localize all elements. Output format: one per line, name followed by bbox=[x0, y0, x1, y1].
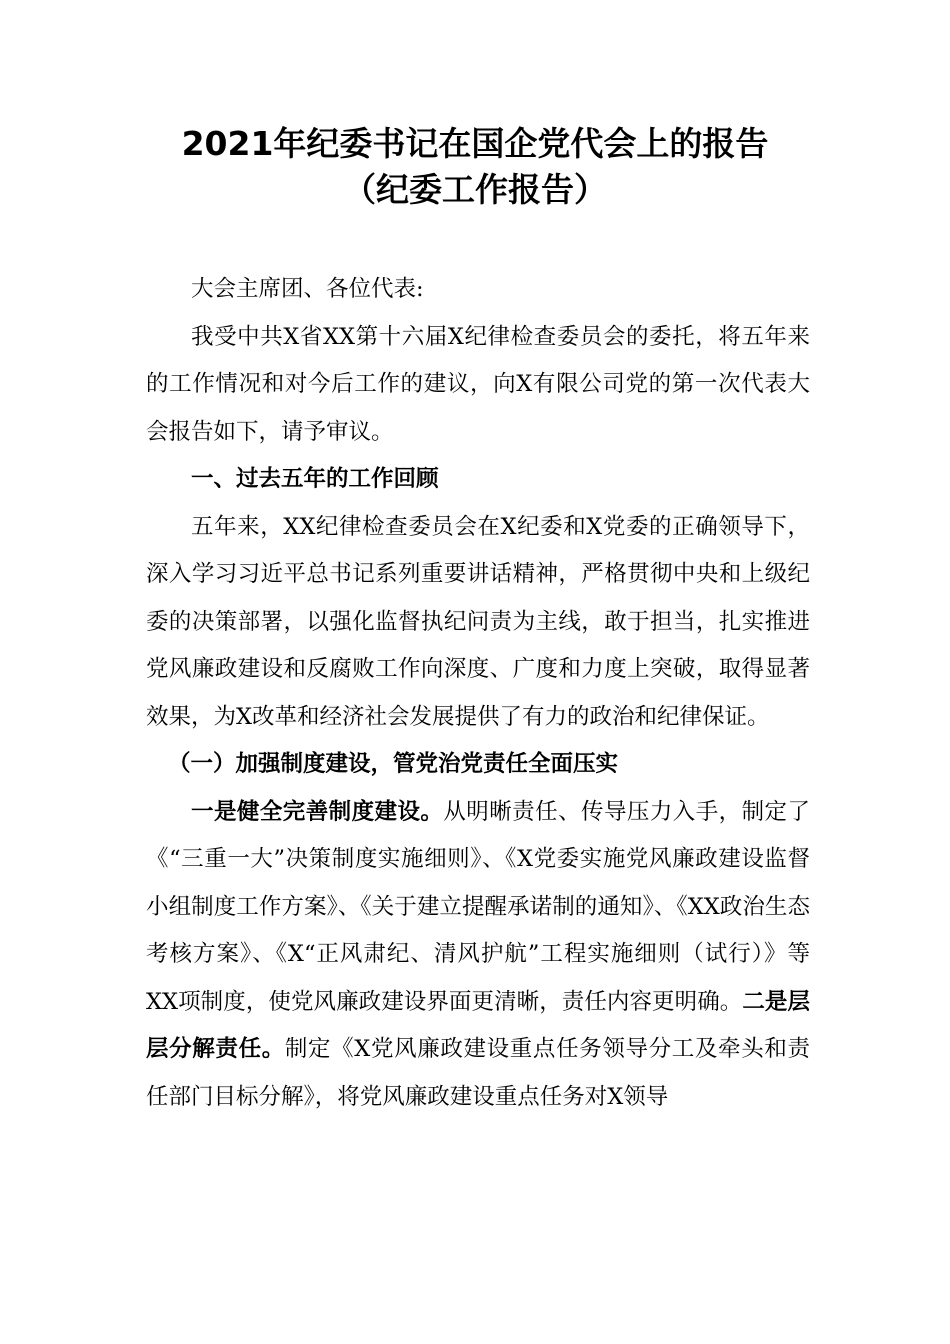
points-paragraph bbox=[146, 789, 810, 1122]
document-body bbox=[146, 266, 810, 1121]
section-paragraph: 五年来，XX纪律检查委员会在X纪委和X党委的正确领导下，深入学习习近平总书记系列重要讲话精神，严格贯彻中央和上级纪委的决策部署，以强化监督执纪问责为主线，敢于担当，扎实推进党风廉政建设和反腐败工作向深度、广度和力度上突破，取得显著效果，为X改革和经济社会发展提供了有力的政治和纪律保证。 bbox=[146, 513, 810, 730]
document-title: 2021年纪委书记在国企党代会上的报告 bbox=[181, 124, 769, 163]
point1-text: 从明晰责任、传导压力入手，制定了《“三重一大”决策制度实施细则》、《X党委实施党风廉政建设监督小组制度工作方案》、《关于建立提醒承诺制的通知》、《XX政治生态考核方案》、《X“正风肃纪、清风护航”工程实施细则（试行）》等XX项制度，使党风廉政建设界面更清晰，责任内容更明确。 bbox=[146, 798, 810, 1015]
point1-lead: 一是健全完善制度建设。 bbox=[191, 798, 444, 825]
salutation: 大会主席团、各位代表: bbox=[191, 276, 424, 302]
document-subtitle: （纪委工作报告） bbox=[343, 170, 607, 209]
subsection-heading: （一）加强制度建设，管党治党责任全面压实 bbox=[168, 751, 619, 777]
point2-lead: 二是层层分解责任。 bbox=[146, 988, 810, 1062]
point2-text: 制定《X党风廉政建设重点任务领导分工及牵头和责任部门目标分解》，将党风廉政建设重点任务对X领导 bbox=[146, 1036, 810, 1110]
section-heading: 一、过去五年的工作回顾 bbox=[191, 466, 439, 492]
intro-paragraph: 我受中共X省XX第十六届X纪律检查委员会的委托，将五年来的工作情况和对今后工作的建议，向X有限公司党的第一次代表大会报告如下，请予审议。 bbox=[146, 323, 810, 445]
